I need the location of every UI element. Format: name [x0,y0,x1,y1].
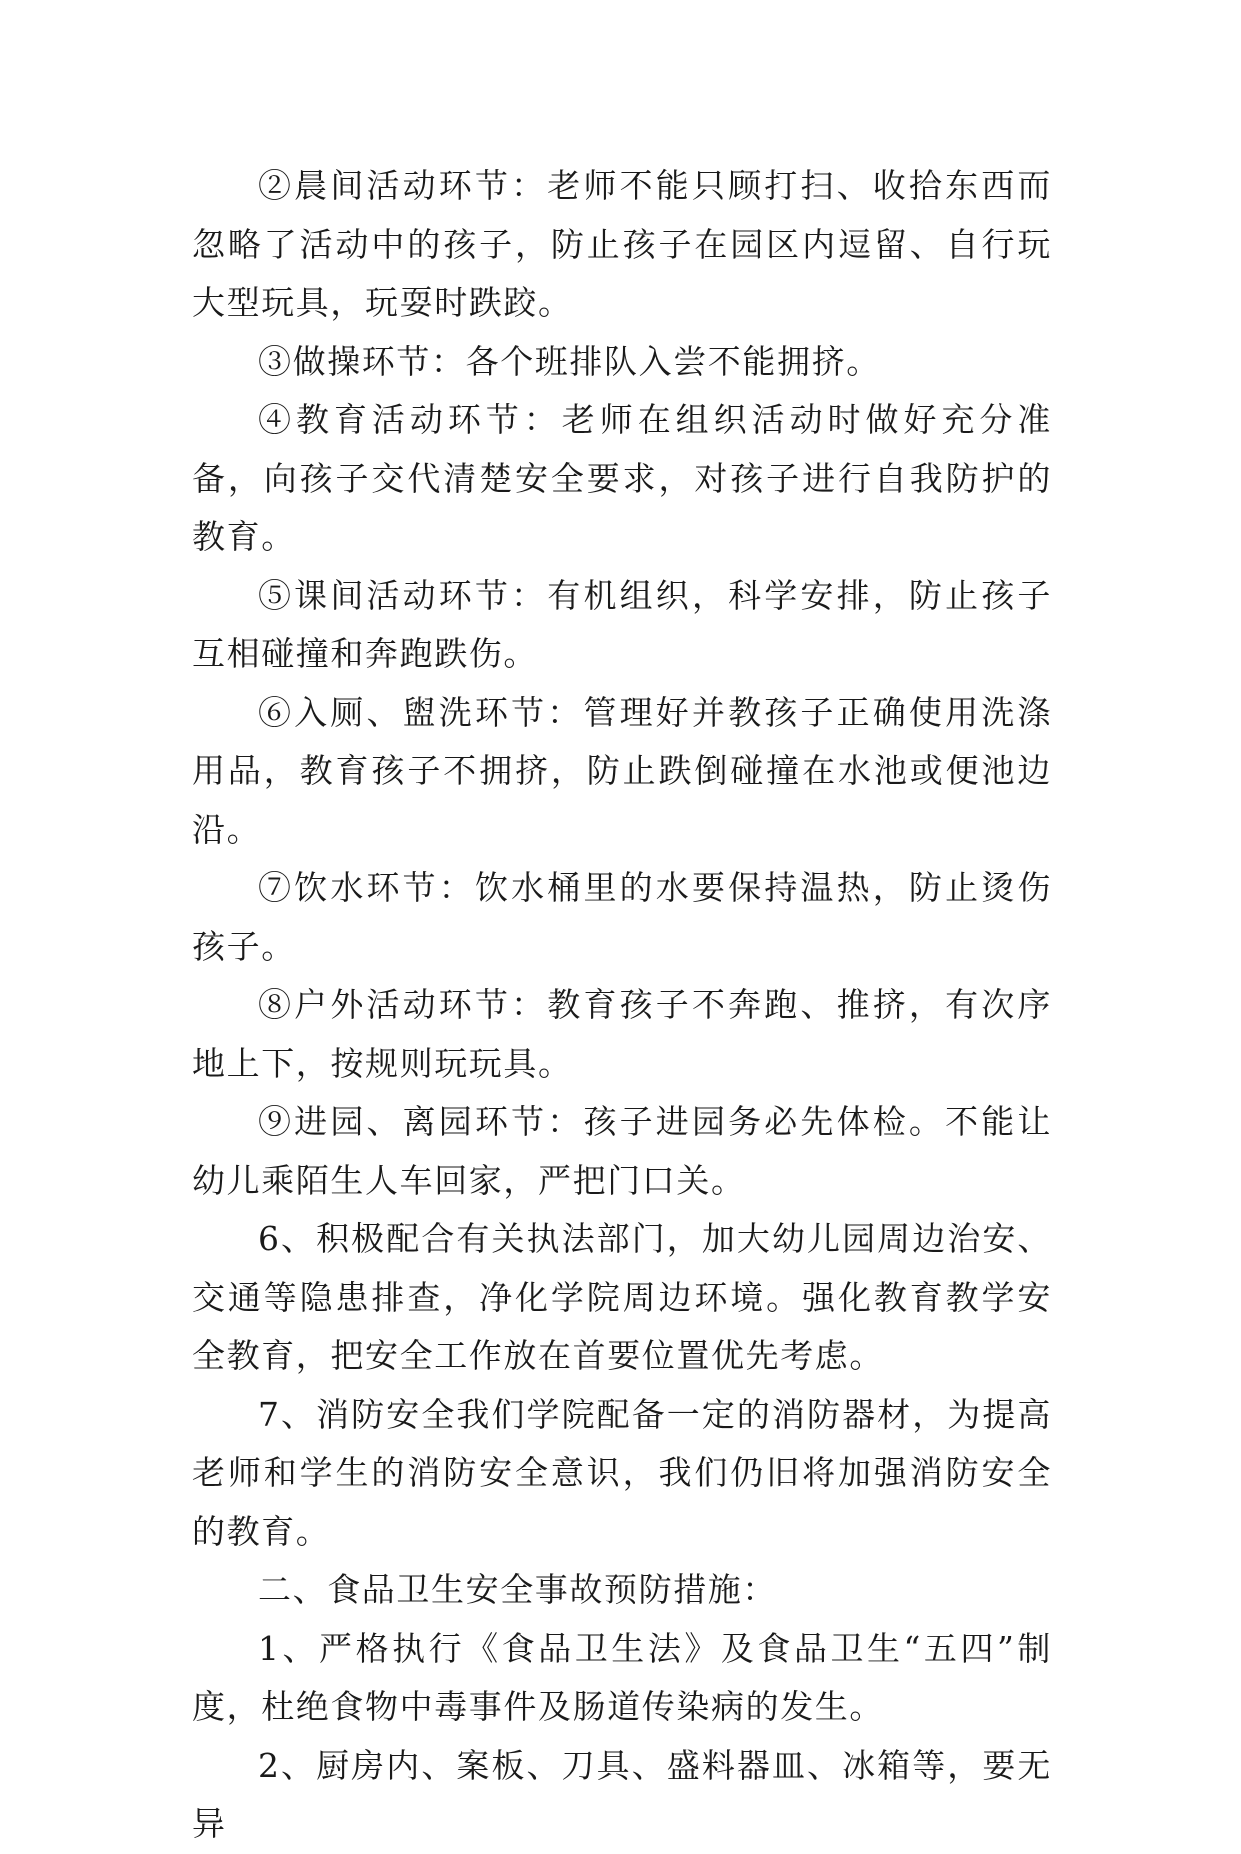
paragraph-education-activity: ④教育活动环节：老师在组织活动时做好充分准备，向孩子交代清楚安全要求，对孩子进行自我防护的教育。 [192,400,1052,556]
paragraph-exercise: ③做操环节：各个班排队入尝不能拥挤。 [258,341,881,381]
paragraph-food-item-2: 2、厨房内、案板、刀具、盛料器皿、冰箱等，要无异 [192,1745,1052,1843]
paragraph-morning-activity: ②晨间活动环节：老师不能只顾打扫、收拾东西而忽略了活动中的孩子，防止孩子在园区内逗留、自行玩大型玩具，玩耍时跌跤。 [192,166,1052,322]
section-heading-food-safety: 二、食品卫生安全事故预防措施： [258,1570,777,1609]
paragraph-entry-exit: ⑨进园、离园环节：孩子进园务必先体检。不能让幼儿乘陌生人车回家，严把门口关。 [192,1102,1052,1200]
paragraph-outdoor-activity: ⑧户外活动环节：教育孩子不奔跑、推挤，有次序地上下，按规则玩玩具。 [192,985,1052,1083]
document-body [192,157,1052,1854]
paragraph-item-7: 7、消防安全我们学院配备一定的消防器材，为提高老师和学生的消防安全意识，我们仍旧将加强消防安全的教育。 [192,1394,1052,1551]
paragraph-toilet-washing: ⑥入厕、盥洗环节：管理好并教孩子正确使用洗涤用品，教育孩子不拥挤，防止跌倒碰撞在水池或便池边沿。 [192,692,1052,849]
paragraph-food-item-1: 1、严格执行《食品卫生法》及食品卫生“五四”制度，杜绝食物中毒事件及肠道传染病的发生。 [192,1628,1052,1726]
paragraph-break-activity: ⑤课间活动环节：有机组织，科学安排，防止孩子互相碰撞和奔跑跌伤。 [192,575,1052,673]
paragraph-item-6: 6、积极配合有关执法部门，加大幼儿园周边治安、交通等隐患排查，净化学院周边环境。强化教育教学安全教育，把安全工作放在首要位置优先考虑。 [192,1219,1052,1375]
paragraph-drinking-water: ⑦饮水环节：饮水桶里的水要保持温热，防止烫伤孩子。 [192,868,1052,966]
